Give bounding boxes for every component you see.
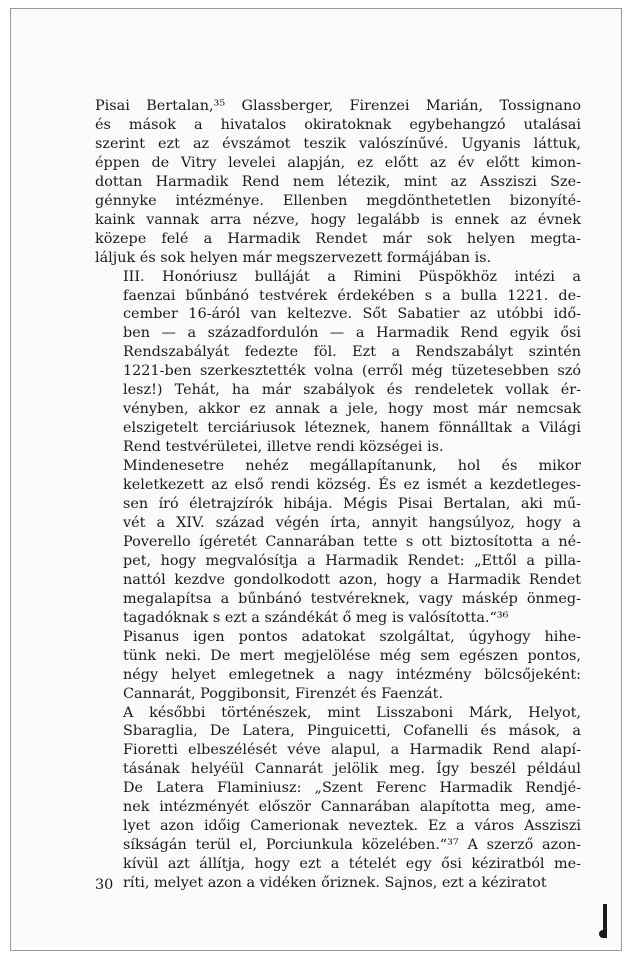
text-line: lyet azon időig Camerionak neveztek. Ez a város Assziszi	[123, 818, 581, 835]
text-line: dottan Harmadik Rend nem létezik, mint az Assziszi Sze-	[95, 173, 581, 190]
text-line: Poverello ígéretét Cannarában tette s ott biztosította a né-	[123, 533, 581, 550]
paragraph	[95, 704, 581, 894]
paragraph	[95, 97, 581, 268]
text-line: génnyke intézménye. Ellenben megdönthetetlen bizonyíté-	[95, 192, 581, 209]
text-line: vét a XIV. század végén írta, annyit hangsúlyoz, hogy a	[123, 514, 581, 531]
text-line: A későbbi történészek, mint Lisszaboni Márk, Helyot,	[123, 704, 581, 721]
text-line: Sbaraglia, De Latera, Pinguicetti, Cofanelli és mások, a	[123, 723, 581, 740]
text-line: szerint ezt az évszámot teszik valószínűvé. Ugyanis láttuk,	[95, 135, 581, 152]
text-line: sen író életrajzírók hibája. Mégis Pisai Bertalan, aki mű-	[123, 496, 581, 513]
text-line: négy helyet emlegetnek a nagy intézmény bölcsőjeként:	[123, 666, 581, 683]
text-line: kívül azt állítja, hogy ezt a tételét egy ősi kéziratból me-	[123, 856, 581, 873]
text-line: éppen de Vitry levelei alapján, ez előtt az év előtt kimon-	[95, 154, 581, 171]
text-line: nattól kezdve gondolkodott azon, hogy a Harmadik Rendet	[123, 571, 581, 588]
text-line: kaink vannak arra nézve, hogy legalább is ennek az évnek	[95, 211, 581, 228]
text-line: Rendszabályát fedezte föl. Ezt a Rendszabályt szintén	[123, 344, 581, 361]
book-page	[10, 8, 622, 951]
paragraph	[95, 457, 581, 628]
body-text	[95, 97, 581, 893]
page-edge-mark	[603, 904, 607, 938]
text-line: nek intézményét először Cannarában alapította meg, ame-	[123, 799, 581, 816]
paragraph	[95, 268, 581, 458]
text-line: cember 16-áról van keltezve. Sőt Sabatier az utóbbi idő-	[123, 306, 581, 323]
text-line: Pisai Bertalan,³⁵ Glassberger, Firenzei Marián, Tossignano	[95, 98, 581, 114]
text-line: Rend testvérületei, illetve rendi községei is.	[123, 439, 444, 456]
text-line: ben — a századfordulón — a Harmadik Rend egyik ősi	[123, 325, 581, 342]
text-line: tásának helyéül Cannarát jelölik meg. Így beszél például	[123, 761, 581, 778]
text-line: megalapítsa a bűnbánó testvéreknek, vagy máskép önmeg-	[123, 590, 581, 607]
text-line: lesz!) Tehát, ha már szabályok és rendeletek vollak ér-	[123, 382, 581, 399]
text-line: síkságán terül el, Porciunkula közelében.“³⁷ A szerző azon-	[123, 837, 581, 854]
text-line: láljuk és sok helyen már megszervezett formájában is.	[95, 249, 492, 266]
text-line: és mások a hivatalos okiratoknak egybehangzó utalásai	[95, 116, 581, 133]
text-line: De Latera Flaminiusz: „Szent Ferenc Harmadik Rendjé-	[123, 780, 581, 797]
text-line: faenzai bűnbánó testvérek érdekében s a bulla 1221. de-	[123, 287, 581, 304]
text-line: Pisanus igen pontos adatokat szolgáltat, úgyhogy hihe-	[123, 628, 581, 645]
text-line: Cannarát, Poggibonsit, Firenzét és Faenzát.	[123, 685, 444, 702]
page-number: 30	[95, 877, 114, 893]
text-line: elszigetelt terciáriusok léteznek, hanem fönnálltak a Világi	[123, 420, 581, 437]
text-line: Fioretti elbeszélését véve alapul, a Harmadik Rend alapí-	[123, 742, 581, 759]
text-line: keletkezett az első rendi község. És ez ismét a kezdetleges-	[123, 477, 581, 494]
paragraph	[95, 628, 581, 704]
text-line: Mindenesetre nehéz megállapítanunk, hol és mikor	[123, 458, 581, 475]
text-line: 1221-ben szerkesztették volna (erről még tüzetesebben szó	[123, 363, 581, 380]
text-line: vényben, akkor ez annak a jele, hogy most már nemcsak	[123, 401, 581, 418]
text-line: ríti, melyet azon a vidéken őriznek. Sajnos, ezt a kéziratot	[123, 875, 547, 892]
text-line: tagadóknak s ezt a szándékát ő meg is valósította.“³⁶	[123, 609, 509, 626]
text-line: III. Honóriusz bulláját a Rimini Püspökhöz intézi a	[123, 268, 581, 285]
text-line: tünk neki. De mert megjelölése még sem egészen pontos,	[123, 647, 581, 664]
text-line: pet, hogy megvalósítja a Harmadik Rendet: „Ettől a pilla-	[123, 552, 581, 569]
text-line: közepe felé a Harmadik Rendet már sok helyen megta-	[95, 230, 581, 247]
